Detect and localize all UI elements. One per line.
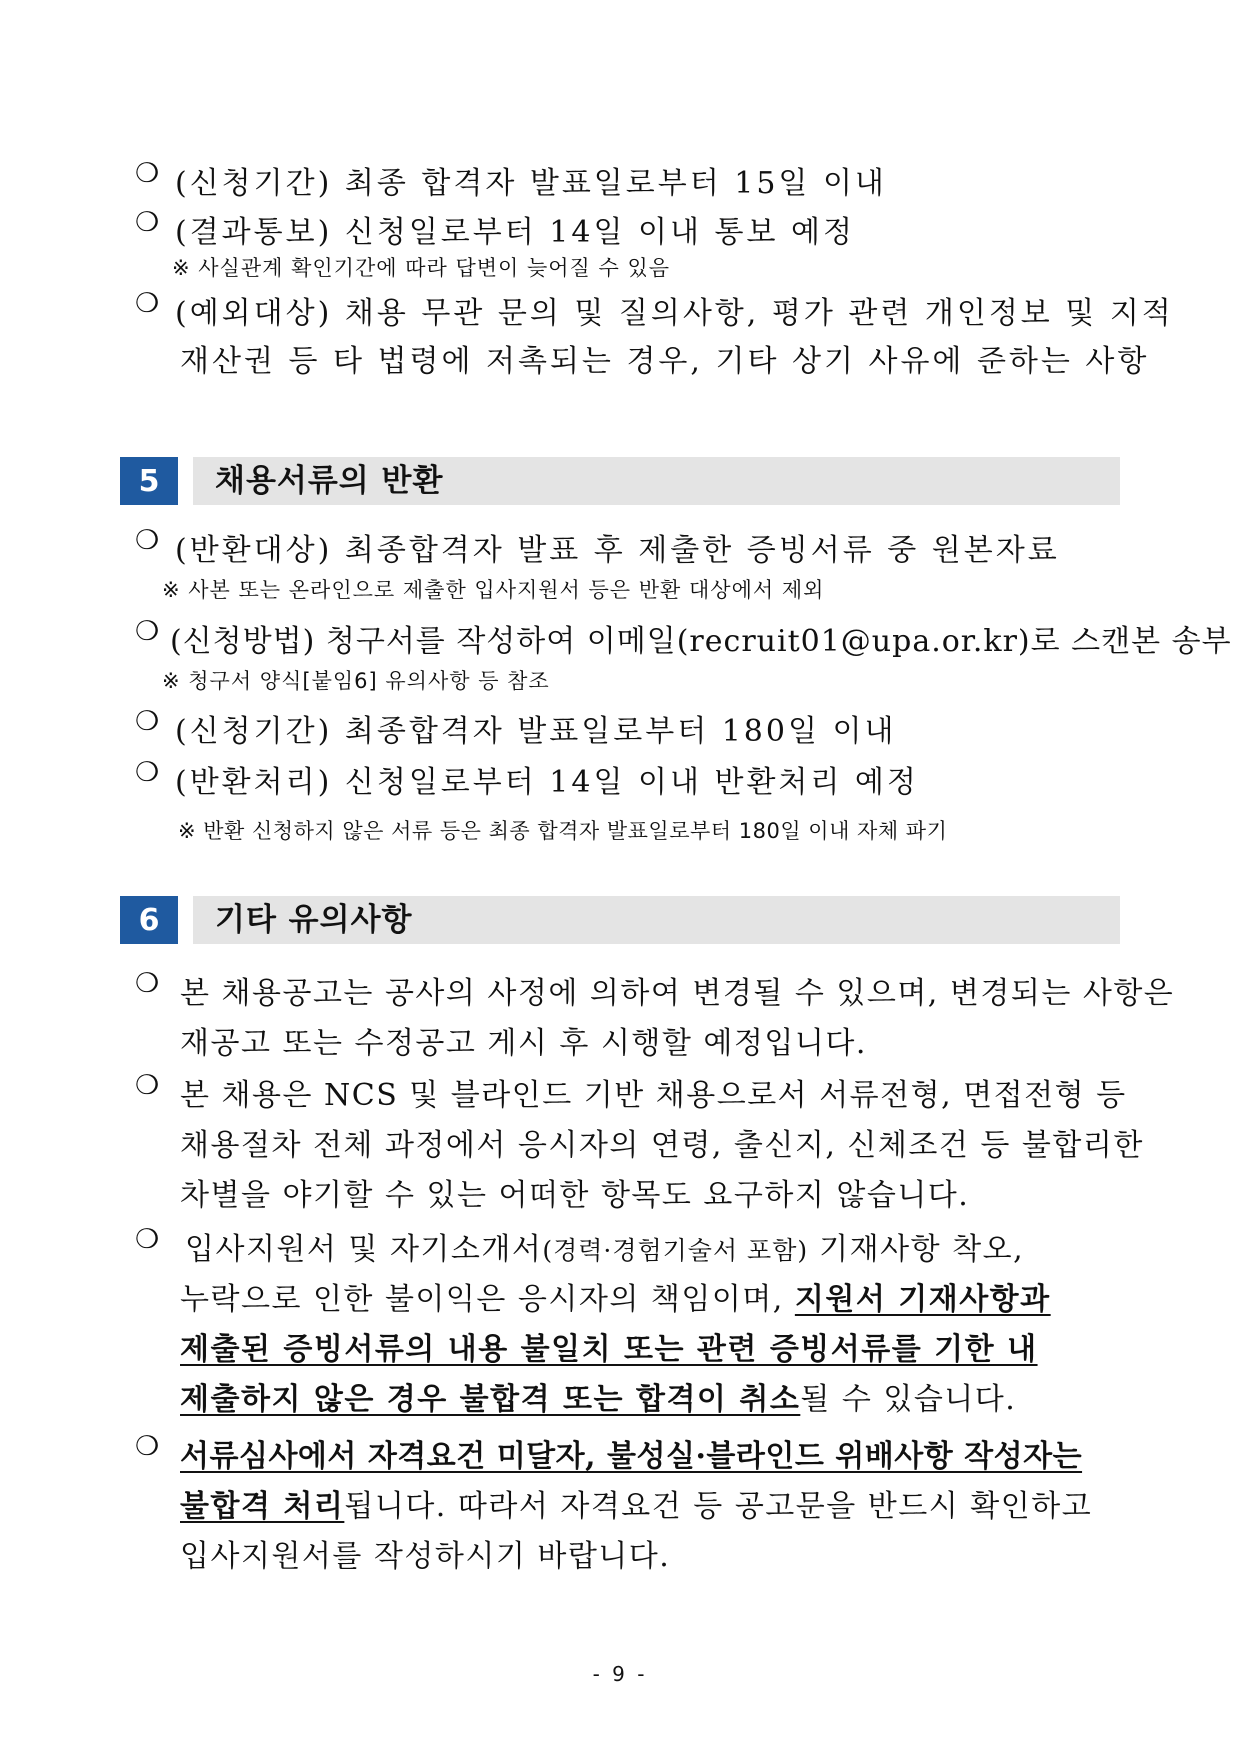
item-text: 불합격 처리됩니다. 따라서 자격요건 등 공고문을 반드시 확인하고	[180, 1489, 1093, 1524]
item-text: 본 채용공고는 공사의 사정에 의하여 변경될 수 있으며, 변경되는 사항은	[180, 976, 1175, 1011]
circle-bullet-icon: ❍	[135, 1070, 160, 1101]
item-text: 누락으로 인한 불이익은 응시자의 책임이며, 지원서 기재사항과	[180, 1282, 1051, 1317]
circle-bullet-icon: ❍	[135, 968, 160, 999]
item-text: 입사지원서 및 자기소개서(경력·경험기술서 포함) 기재사항 착오,	[185, 1232, 1025, 1267]
circle-bullet-icon: ❍	[135, 616, 160, 647]
section-number: 6	[120, 896, 178, 944]
section-title: 기타 유의사항	[215, 902, 413, 938]
item-text: 차별을 야기할 수 있는 어떠한 항목도 요구하지 않습니다.	[180, 1178, 970, 1213]
section-header	[120, 457, 1120, 505]
circle-bullet-icon: ❍	[135, 158, 160, 189]
item-text: 제출하지 않은 경우 불합격 또는 합격이 취소될 수 있습니다.	[180, 1382, 1017, 1417]
circle-bullet-icon: ❍	[135, 757, 160, 788]
circle-bullet-icon: ❍	[135, 1431, 160, 1462]
item-text: 입사지원서를 작성하시기 바랍니다.	[180, 1539, 671, 1574]
section-title: 채용서류의 반환	[215, 463, 444, 499]
item-text: (예외대상) 채용 무관 문의 및 질의사항, 평가 관련 개인정보 및 지적	[175, 296, 1174, 331]
item-text: (신청방법) 청구서를 작성하여 이메일(recruit01@upa.or.kr)로 스캔본 송부	[170, 624, 1232, 659]
circle-bullet-icon: ❍	[135, 706, 160, 737]
section-number: 5	[120, 457, 178, 505]
note: ※ 사본 또는 온라인으로 제출한 입사지원서 등은 반환 대상에서 제외	[162, 578, 825, 602]
item-text: (신청기간) 최종 합격자 발표일로부터 15일 이내	[175, 166, 887, 201]
note: ※ 반환 신청하지 않은 서류 등은 최종 합격자 발표일로부터 180일 이내 자체 파기	[178, 819, 948, 843]
item-text: (신청기간) 최종합격자 발표일로부터 180일 이내	[175, 714, 897, 749]
item-text: 본 채용은 NCS 및 블라인드 기반 채용으로서 서류전형, 면접전형 등	[180, 1078, 1127, 1113]
page-number: - 9 -	[592, 1662, 648, 1686]
circle-bullet-icon: ❍	[135, 525, 160, 556]
circle-bullet-icon: ❍	[135, 207, 160, 238]
item-text: (반환처리) 신청일로부터 14일 이내 반환처리 예정	[175, 765, 919, 800]
item-text-emphasis: 서류심사에서 자격요건 미달자, 불성실·블라인드 위배사항 작성자는	[180, 1439, 1083, 1474]
item-text: (결과통보) 신청일로부터 14일 이내 통보 예정	[175, 215, 855, 250]
circle-bullet-icon: ❍	[135, 288, 160, 319]
circle-bullet-icon: ❍	[135, 1224, 160, 1255]
section-header	[120, 896, 1120, 944]
item-text: 재공고 또는 수정공고 게시 후 시행할 예정입니다.	[180, 1026, 867, 1061]
note: ※ 청구서 양식[붙임6] 유의사항 등 참조	[162, 669, 550, 693]
item-text-emphasis: 제출된 증빙서류의 내용 불일치 또는 관련 증빙서류를 기한 내	[180, 1332, 1038, 1367]
item-text: 채용절차 전체 과정에서 응시자의 연령, 출신지, 신체조건 등 불합리한	[180, 1128, 1144, 1163]
item-text: (반환대상) 최종합격자 발표 후 제출한 증빙서류 중 원본자료	[175, 533, 1060, 568]
note: ※ 사실관계 확인기간에 따라 답변이 늦어질 수 있음	[172, 256, 671, 280]
item-text: 재산권 등 타 법령에 저촉되는 경우, 기타 상기 사유에 준하는 사항	[180, 344, 1150, 379]
